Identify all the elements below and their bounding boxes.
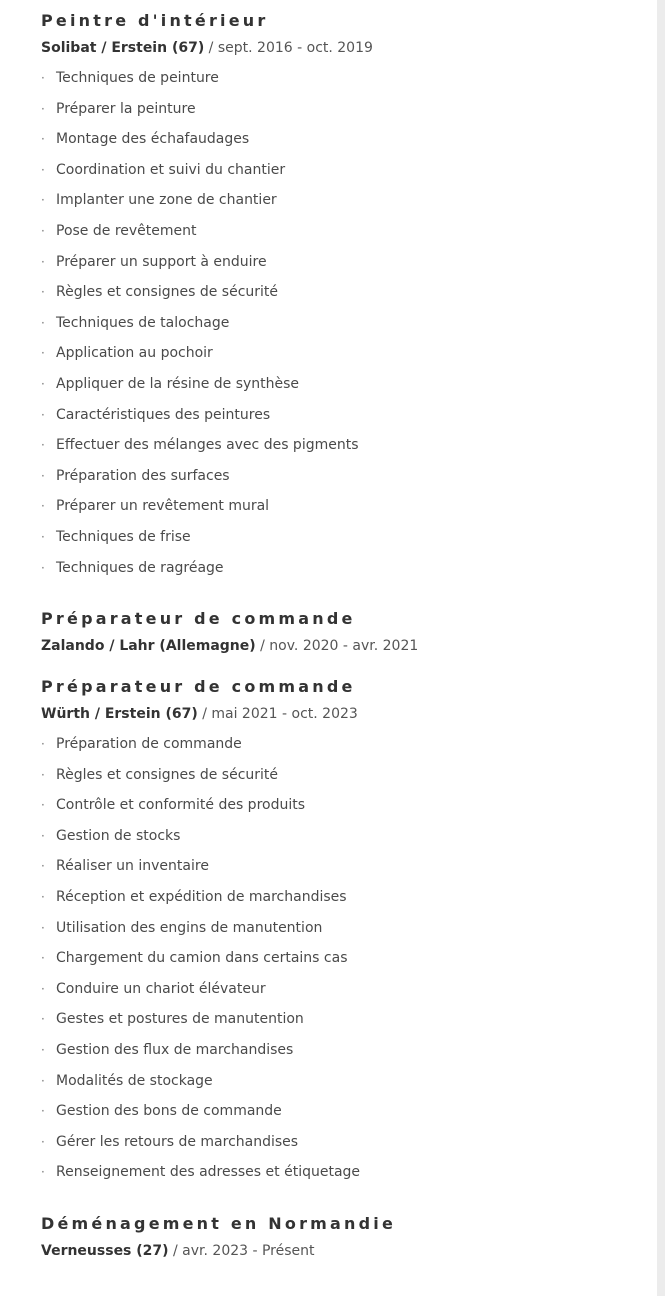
skill-item [41, 1009, 640, 1040]
job-dates: sept. 2016 - oct. 2019 [217, 40, 373, 56]
experience-entry-wurth [41, 676, 640, 1193]
skill-item [41, 948, 640, 979]
skill-text: Modalités de stockage [56, 1072, 213, 1089]
skill-item [41, 496, 640, 527]
skill-item [41, 129, 640, 160]
skill-text: Gestes et postures de manutention [56, 1011, 304, 1028]
job-dates: nov. 2020 - avr. 2021 [269, 638, 419, 655]
job-dates: mai 2021 - oct. 2023 [211, 706, 358, 723]
job-meta [41, 704, 640, 724]
bullet-icon: · [41, 285, 45, 300]
job-separator: / [204, 40, 218, 56]
skill-item [41, 252, 640, 283]
skill-text: Gestion des flux de marchandises [56, 1042, 294, 1059]
experience-entry-zalando [41, 608, 640, 656]
skill-text: Montage des échafaudages [56, 131, 250, 148]
skill-item [41, 190, 640, 221]
skill-text: Utilisation des engins de manutention [56, 919, 323, 936]
bullet-icon: · [41, 951, 45, 966]
experience-entry-painter [41, 10, 640, 588]
experience-entry-relocation [41, 1213, 640, 1261]
skill-item [41, 527, 640, 558]
bullet-icon: · [41, 101, 45, 116]
skill-item [41, 99, 640, 130]
bullet-icon: · [41, 346, 45, 361]
bullet-icon: · [41, 560, 45, 575]
skill-text: Appliquer de la résine de synthèse [56, 375, 300, 392]
bullet-icon: · [41, 71, 45, 85]
bullet-icon: · [41, 890, 45, 905]
job-company: Würth / Erstein (67) [41, 706, 198, 723]
skill-item [41, 374, 640, 405]
skill-text: Règles et consignes de sécurité [56, 284, 279, 301]
skill-item [41, 1071, 640, 1102]
skill-item [41, 1162, 640, 1193]
bullet-icon: · [41, 798, 45, 813]
bullet-icon: · [41, 468, 45, 483]
bullet-icon: · [41, 1134, 45, 1149]
job-dates: avr. 2023 - Présent [182, 1243, 315, 1259]
job-company: Solibat / Erstein (67) [41, 40, 205, 56]
job-title: Préparateur de commande [41, 609, 356, 629]
skill-text: Préparation de commande [56, 736, 242, 753]
skill-item [41, 979, 640, 1010]
skill-item [41, 68, 640, 99]
skill-text: Gestion des bons de commande [56, 1103, 282, 1120]
job-separator: / [168, 1243, 183, 1259]
skill-text: Techniques de ragréage [56, 559, 224, 576]
bullet-icon: · [41, 981, 45, 996]
skill-text: Effectuer des mélanges avec des pigments [56, 437, 359, 454]
skill-text: Préparer un support à enduire [56, 253, 267, 270]
bullet-icon: · [41, 1012, 45, 1027]
job-title: Préparateur de commande [41, 677, 356, 697]
skill-text: Caractéristiques des peintures [56, 406, 271, 423]
skill-item [41, 734, 640, 765]
skill-text: Implanter une zone de chantier [56, 192, 277, 209]
bullet-icon: · [41, 376, 45, 391]
skill-item [41, 1132, 640, 1163]
bullet-icon: · [41, 737, 45, 752]
skills-list [41, 734, 640, 1193]
job-meta [41, 636, 640, 656]
skill-text: Pose de revêtement [56, 222, 197, 239]
bullet-icon: · [41, 1073, 45, 1088]
skill-text: Règles et consignes de sécurité [56, 766, 279, 783]
bullet-icon: · [41, 315, 45, 330]
skills-list [41, 68, 640, 588]
bullet-icon: · [41, 859, 45, 874]
bullet-icon: · [41, 1104, 45, 1119]
bullet-icon: · [41, 828, 45, 843]
job-title: Déménagement en Normandie [41, 1214, 397, 1233]
skill-item [41, 160, 640, 191]
scrollbar[interactable] [657, 0, 665, 1296]
skill-text: Coordination et suivi du chantier [56, 161, 286, 178]
skill-text: Préparation des surfaces [56, 467, 230, 484]
skill-text: Gestion de stocks [56, 827, 181, 844]
bullet-icon: · [41, 1165, 45, 1180]
skill-text: Préparer un revêtement mural [56, 498, 270, 515]
skill-text: Préparer la peinture [56, 100, 196, 117]
skill-text: Chargement du camion dans certains cas [56, 950, 348, 967]
bullet-icon: · [41, 407, 45, 422]
job-title: Peintre d'intérieur [41, 11, 269, 30]
skill-item [41, 466, 640, 497]
skill-text: Techniques de talochage [56, 314, 230, 331]
skill-item [41, 405, 640, 436]
skill-item [41, 1101, 640, 1132]
job-separator: / [255, 638, 270, 655]
skill-item [41, 826, 640, 857]
bullet-icon: · [41, 920, 45, 935]
skill-item [41, 221, 640, 252]
job-separator: / [197, 706, 212, 723]
skill-item [41, 435, 640, 466]
bullet-icon: · [41, 529, 45, 544]
skill-item [41, 918, 640, 949]
skill-text: Gérer les retours de marchandises [56, 1133, 299, 1150]
job-meta [41, 38, 640, 58]
skill-item [41, 558, 640, 589]
skill-item [41, 313, 640, 344]
skill-text: Réception et expédition de marchandises [56, 889, 347, 906]
bullet-icon: · [41, 223, 45, 238]
skill-item [41, 765, 640, 796]
bullet-icon: · [41, 1043, 45, 1058]
skill-text: Application au pochoir [56, 345, 213, 362]
bullet-icon: · [41, 132, 45, 147]
bullet-icon: · [41, 767, 45, 782]
skill-text: Techniques de peinture [56, 70, 219, 86]
bullet-icon: · [41, 193, 45, 208]
bullet-icon: · [41, 438, 45, 453]
skill-text: Contrôle et conformité des produits [56, 797, 306, 814]
skill-item [41, 1040, 640, 1071]
skill-item [41, 795, 640, 826]
skill-text: Conduire un chariot élévateur [56, 980, 266, 997]
skill-item [41, 887, 640, 918]
skill-item [41, 856, 640, 887]
skill-text: Techniques de frise [56, 528, 191, 545]
skill-item [41, 282, 640, 313]
bullet-icon: · [41, 499, 45, 514]
skill-text: Renseignement des adresses et étiquetage [56, 1164, 361, 1181]
job-meta [41, 1241, 640, 1261]
bullet-icon: · [41, 162, 45, 177]
job-company: Verneusses (27) [41, 1243, 169, 1259]
bullet-icon: · [41, 254, 45, 269]
job-company: Zalando / Lahr (Allemagne) [41, 638, 256, 655]
skill-item [41, 343, 640, 374]
skill-text: Réaliser un inventaire [56, 858, 209, 875]
